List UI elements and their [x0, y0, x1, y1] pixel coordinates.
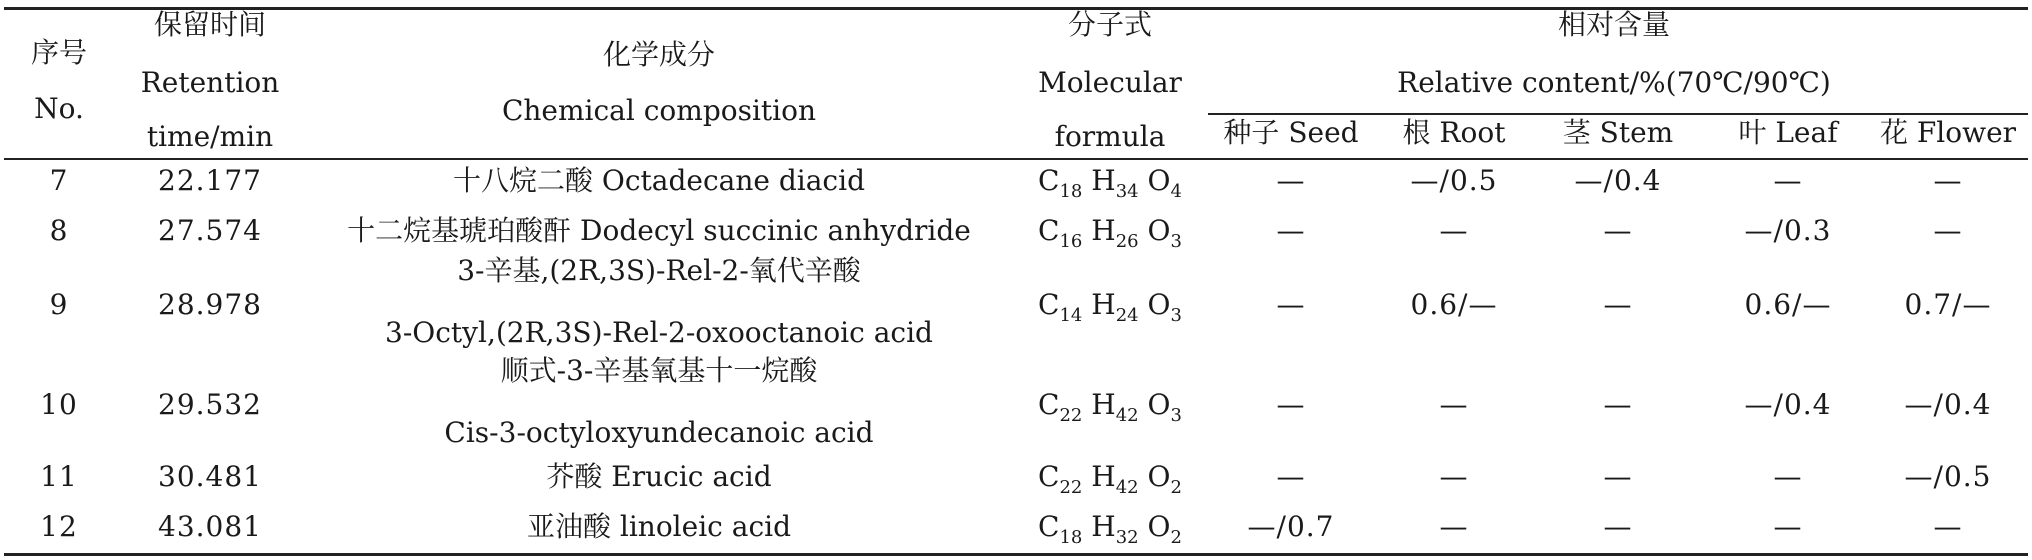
row-root-value: 0.6/—	[1410, 288, 1498, 321]
formula-element: C	[1038, 288, 1060, 321]
row-formula	[1038, 214, 1182, 252]
formula-element: O	[1147, 214, 1171, 247]
formula-element: C	[1038, 460, 1060, 493]
row-leaf-value: —	[1773, 460, 1803, 493]
row-seed-value: —	[1276, 288, 1306, 321]
formula-subscript: 26	[1115, 231, 1139, 252]
header-rt-en-2: time/min	[146, 120, 274, 153]
header-formula-en-2: formula	[1054, 120, 1166, 153]
row-root-value: —	[1439, 214, 1469, 247]
row-chemical: 十二烷基琥珀酸酐 Dodecyl succinic anhydride	[347, 214, 971, 247]
row-flower-value: 0.7/—	[1904, 288, 1992, 321]
formula-element: C	[1038, 164, 1060, 197]
header-root: 根 Root	[1402, 116, 1506, 149]
formula-element: H	[1091, 510, 1116, 543]
row-no: 11	[40, 460, 78, 493]
row-no: 10	[40, 388, 78, 421]
row-formula	[1038, 288, 1182, 326]
formula-element: O	[1147, 510, 1171, 543]
row-no: 8	[49, 214, 69, 247]
row-stem-value: —	[1603, 460, 1633, 493]
row-seed-value: —/0.7	[1247, 510, 1335, 543]
formula-element: H	[1091, 164, 1116, 197]
row-stem-value: —/0.4	[1574, 164, 1662, 197]
relative-content-rule	[1208, 113, 2028, 115]
row-chemical-en: 3-Octyl,(2R,3S)-Rel-2-oxooctanoic acid	[385, 316, 933, 349]
formula-subscript: 22	[1059, 477, 1083, 498]
header-rt-en-1: Retention	[140, 66, 280, 99]
row-chemical-cn: 3-辛基,(2R,3S)-Rel-2-氧代辛酸	[457, 254, 861, 287]
formula-element: O	[1147, 164, 1171, 197]
row-leaf-value: —	[1773, 164, 1803, 197]
formula-element: H	[1091, 288, 1116, 321]
row-stem-value: —	[1603, 214, 1633, 247]
formula-subscript: 18	[1059, 527, 1083, 548]
header-formula-cn: 分子式	[1067, 8, 1153, 41]
header-relative-cn: 相对含量	[1557, 8, 1671, 41]
formula-subscript: 2	[1170, 527, 1182, 548]
formula-element: C	[1038, 510, 1060, 543]
formula-subscript: 24	[1115, 305, 1139, 326]
row-stem-value: —	[1603, 510, 1633, 543]
row-no: 7	[49, 164, 69, 197]
row-seed-value: —	[1276, 214, 1306, 247]
header-seed: 种子 Seed	[1223, 116, 1359, 149]
row-retention-time: 30.481	[158, 460, 262, 493]
row-root-value: —	[1439, 388, 1469, 421]
header-formula-en-1: Molecular	[1038, 66, 1182, 99]
table-bottom-rule	[4, 553, 2028, 556]
formula-subscript: 4	[1170, 181, 1182, 202]
row-chemical: 芥酸 Erucic acid	[546, 460, 772, 493]
header-no-en: No.	[34, 92, 84, 125]
row-chemical-en: Cis-3-octyloxyundecanoic acid	[444, 416, 874, 449]
row-flower-value: —/0.4	[1904, 388, 1992, 421]
row-leaf-value: —	[1773, 510, 1803, 543]
formula-subscript: 16	[1059, 231, 1083, 252]
row-stem-value: —	[1603, 388, 1633, 421]
row-formula	[1038, 510, 1182, 548]
row-seed-value: —	[1276, 460, 1306, 493]
row-formula	[1038, 460, 1182, 498]
row-leaf-value: 0.6/—	[1744, 288, 1832, 321]
row-retention-time: 43.081	[158, 510, 262, 543]
row-formula	[1038, 164, 1182, 202]
formula-subscript: 14	[1059, 305, 1083, 326]
header-chem-cn: 化学成分	[602, 38, 716, 71]
row-flower-value: —/0.5	[1904, 460, 1992, 493]
formula-element: O	[1147, 388, 1171, 421]
formula-element: H	[1091, 460, 1116, 493]
formula-subscript: 42	[1115, 477, 1139, 498]
row-seed-value: —	[1276, 388, 1306, 421]
formula-subscript: 22	[1059, 405, 1083, 426]
row-retention-time: 22.177	[158, 164, 262, 197]
row-no: 12	[40, 510, 78, 543]
formula-element: O	[1147, 288, 1171, 321]
row-root-value: —	[1439, 460, 1469, 493]
row-flower-value: —	[1933, 510, 1963, 543]
row-chemical-cn: 顺式-3-辛基氧基十一烷酸	[500, 354, 818, 387]
formula-element: H	[1091, 214, 1116, 247]
formula-subscript: 18	[1059, 181, 1083, 202]
formula-subscript: 34	[1115, 181, 1139, 202]
formula-subscript: 2	[1170, 477, 1182, 498]
row-retention-time: 28.978	[158, 288, 262, 321]
row-flower-value: —	[1933, 214, 1963, 247]
formula-element: O	[1147, 460, 1171, 493]
row-chemical: 亚油酸 linoleic acid	[526, 510, 792, 543]
row-no: 9	[49, 288, 69, 321]
formula-subscript: 42	[1115, 405, 1139, 426]
formula-subscript: 3	[1170, 405, 1182, 426]
formula-subscript: 3	[1170, 305, 1182, 326]
header-relative-en: Relative content/%(70℃/90℃)	[1397, 66, 1831, 99]
formula-element: C	[1038, 388, 1060, 421]
row-root-value: —	[1439, 510, 1469, 543]
header-flower: 花 Flower	[1879, 116, 2017, 149]
row-leaf-value: —/0.4	[1744, 388, 1832, 421]
row-flower-value: —	[1933, 164, 1963, 197]
row-formula	[1038, 388, 1182, 426]
header-chem-en: Chemical composition	[501, 94, 817, 127]
row-chemical: 十八烷二酸 Octadecane diacid	[453, 164, 865, 197]
formula-subscript: 3	[1170, 231, 1182, 252]
row-seed-value: —	[1276, 164, 1306, 197]
table-header-rule	[4, 158, 2028, 160]
header-leaf: 叶 Leaf	[1738, 116, 1838, 149]
row-leaf-value: —/0.3	[1744, 214, 1832, 247]
header-rt-cn: 保留时间	[153, 8, 267, 41]
formula-subscript: 32	[1115, 527, 1139, 548]
row-stem-value: —	[1603, 288, 1633, 321]
formula-element: H	[1091, 388, 1116, 421]
row-root-value: —/0.5	[1410, 164, 1498, 197]
row-retention-time: 27.574	[158, 214, 262, 247]
table-top-rule	[4, 7, 2028, 10]
formula-element: C	[1038, 214, 1060, 247]
header-stem: 茎 Stem	[1562, 116, 1674, 149]
row-retention-time: 29.532	[158, 388, 262, 421]
header-no-cn: 序号	[30, 36, 88, 69]
